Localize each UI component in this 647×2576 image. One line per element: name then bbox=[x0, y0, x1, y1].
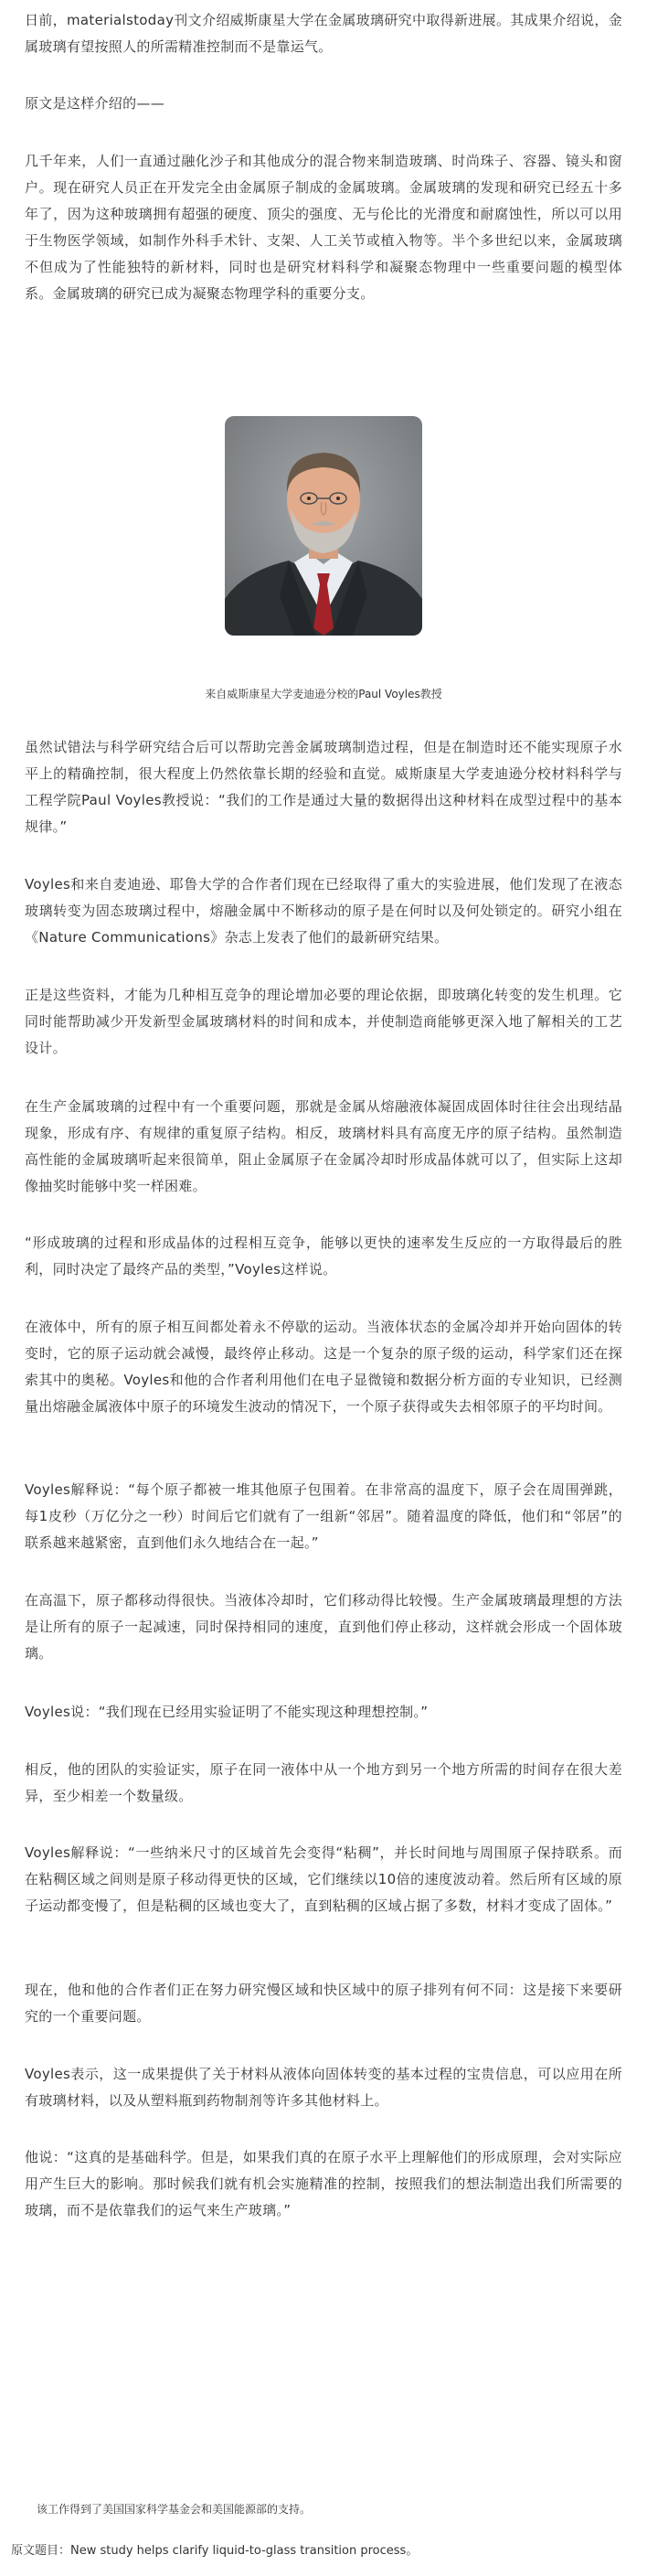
quote-paragraph: Voyles解释说：“每个原子都被一堆其他原子包围着。在非常高的温度下，原子会在周围弹跳，每1皮秒（万亿分之一秒）时间后它们就有了一组新“邻居”。随着温度的降低，他们和“邻居”的联系越来越紧密，直到他们永久地结合在一起。” bbox=[25, 1481, 622, 1551]
photo-caption: 来自威斯康星大学麦迪逊分校的Paul Voyles教授 bbox=[205, 688, 442, 700]
body-paragraph: 几千年来，人们一直通过融化沙子和其他成分的混合物来制造玻璃、时尚珠子、容器、镜头和窗户。现在研究人员正在开发完全由金属原子制成的金属玻璃。金属玻璃的发现和研究已经五十多年了，因为这种玻璃拥有超强的硬度、顶尖的强度、无与伦比的光滑度和耐腐蚀性，所以可以用于生物医学领域，如制作外科手术针、支架、人工关节或植入物等。半个多世纪以来，金属玻璃不但成为了性能独特的新材料，同时也是研究材料科学和凝聚态物理中一些重要问题的模型体系。金属玻璃的研究已成为凝聚态物理学科的重要分支。 bbox=[25, 153, 622, 302]
body-paragraph: 正是这些资料，才能为几种相互竞争的理论增加必要的理论依据，即玻璃化转变的发生机理。它同时能帮助减少开发新型金属玻璃材料的时间和成本，并使制造商能够更深入地了解相关的工艺设计。 bbox=[25, 987, 622, 1056]
professor-photo bbox=[225, 416, 422, 636]
portrait-image bbox=[225, 416, 422, 636]
intro-paragraph: 日前，materialstoday刊文介绍威斯康星大学在金属玻璃研究中取得新进展。其成果介绍说，金属玻璃有望按照人的所需精准控制而不是靠运气。 bbox=[25, 12, 622, 55]
quote-paragraph: Voyles说：“我们现在已经用实验证明了不能实现这种理想控制。” bbox=[25, 1704, 429, 1720]
quote-paragraph: 他说：“这真的是基础科学。但是，如果我们真的在原子水平上理解他们的形成原理，会对实际应用产生巨大的影响。那时候我们就有机会实施精准的控制，按照我们的想法制造出我们所需要的玻璃，而不是依靠我们的运气来生产玻璃。” bbox=[25, 2149, 622, 2218]
body-paragraph: 虽然试错法与科学研究结合后可以帮助完善金属玻璃制造过程，但是在制造时还不能实现原子水平上的精确控制，很大程度上仍然依靠长期的经验和直觉。威斯康星大学麦迪逊分校材料科学与工程学院Paul Voyles教授说：“我们的工作是通过大量的数据得出这种材料在成型过程中的基本规律。” bbox=[25, 739, 622, 835]
body-paragraph: 在生产金属玻璃的过程中有一个重要问题，那就是金属从熔融液体凝固成固体时往往会出现结晶现象，形成有序、有规律的重复原子结构。相反，玻璃材料具有高度无序的原子结构。虽然制造高性能的金属玻璃听起来很简单，阻止金属原子在金属冷却时形成晶体就可以了，但实际上这却像抽奖时能够中奖一样困难。 bbox=[25, 1098, 622, 1194]
body-paragraph: 相反，他的团队的实验证实，原子在同一液体中从一个地方到另一个地方所需的时间存在很大差异，至少相差一个数量级。 bbox=[25, 1761, 622, 1804]
lead-in-paragraph: 原文是这样介绍的—— bbox=[25, 95, 165, 112]
body-paragraph: 在高温下，原子都移动得很快。当液体冷却时，它们移动得比较慢。生产金属玻璃最理想的方法是让所有的原子一起减速，同时保持相同的速度，直到他们停止移动，这样就会形成一个固体玻璃。 bbox=[25, 1592, 622, 1662]
body-paragraph: Voyles表示，这一成果提供了关于材料从液体向固体转变的基本过程的宝贵信息，可以应用在所有玻璃材料，以及从塑料瓶到药物制剂等许多其他材料上。 bbox=[25, 2066, 622, 2109]
quote-paragraph: “形成玻璃的过程和形成晶体的过程相互竞争，能够以更快的速率发生反应的一方取得最后的胜利，同时决定了最终产品的类型，”Voyles这样说。 bbox=[25, 1235, 622, 1277]
funding-note: 该工作得到了美国国家科学基金会和美国能源部的支持。 bbox=[37, 2503, 312, 2516]
body-paragraph: Voyles和来自麦迪逊、耶鲁大学的合作者们现在已经取得了重大的实验进展，他们发现了在液态玻璃转变为固态玻璃过程中，熔融金属中不断移动的原子是在何时以及何处锁定的。研究小组在《Nature Communications》杂志上发表了他们的最新研究结果。 bbox=[25, 876, 622, 946]
body-paragraph: 现在，他和他的合作者们正在努力研究慢区域和快区域中的原子排列有何不同：这是接下来要研究的一个重要问题。 bbox=[25, 1982, 622, 2025]
quote-paragraph: Voyles解释说：“一些纳米尺寸的区域首先会变得“粘稠”，并长时间地与周围原子保持联系。而在粘稠区域之间则是原子移动得更快的区域，它们继续以10倍的速度波动着。然后所有区域的原子运动都变慢了，但是粘稠的区域也变大了，直到粘稠的区域占据了多数，材料才变成了固体。” bbox=[25, 1844, 622, 1914]
source-title: 原文题目：New study helps clarify liquid-to-glass transition process。 bbox=[11, 2544, 419, 2558]
body-paragraph: 在液体中，所有的原子相互间都处着永不停歇的运动。当液体状态的金属冷却并开始向固体的转变时，它的原子运动就会减慢，最终停止移动。这是一个复杂的原子级的运动，科学家们还在探索其中的奥秘。Voyles和他的合作者利用他们在电子显微镜和数据分析方面的专业知识，已经测量出熔融金属液体中原子的环境发生波动的情况下，一个原子获得或失去相邻原子的平均时间。 bbox=[25, 1319, 622, 1415]
